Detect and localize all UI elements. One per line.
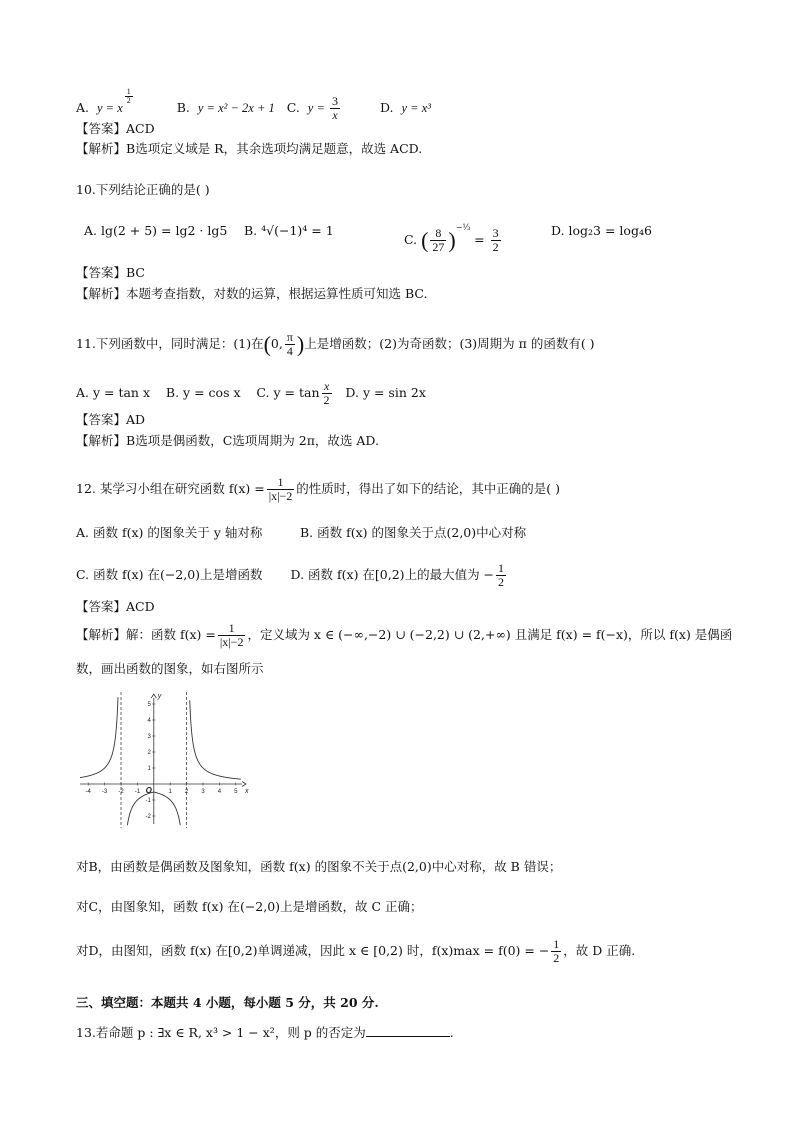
q12-option-d: D. 函数 f(x) 在[0,2)上的最大值为 − $\frac{1}{2}$ [290, 561, 505, 589]
q10-stem: 10.下列结论正确的是( ) [76, 182, 210, 197]
y-tick-label: 4 [147, 718, 151, 724]
curve-left-branch [80, 697, 118, 777]
y-axis-label: y [157, 693, 162, 700]
q9-option-b: B. y = x² − 2x + 1 [176, 100, 275, 115]
x-tick-label: 4 [217, 789, 222, 795]
q9-analysis: 【解析】B选项定义域是 R，其余选项均满足题意，故选 ACD. [76, 141, 423, 156]
answer-blank[interactable] [366, 1024, 450, 1037]
y-tick-label: -2 [145, 814, 151, 820]
x-tick-label: O [145, 786, 152, 795]
y-tick-label: 1 [147, 766, 151, 772]
q10-option-c: C. ( $\frac{8}{27}$ )$^{-\frac{1}{3}}$ = $\frac{3}{2}$ [404, 223, 499, 254]
q11-option-a: A. y = tan x [76, 385, 151, 400]
q10-option-b: B. ⁴√(−1)⁴ = 1 [244, 223, 334, 238]
q12-note-d: 对D，由图知，函数 f(x) 在[0,2)单调递减，因此 x ∈ [0,2) 时，f(x)max = f(0) = − $\frac{1}{2}$ ，故 D 正确. [76, 937, 636, 965]
x-tick-label: 2 [184, 789, 189, 795]
q11-answer: 【答案】AD [76, 412, 146, 427]
q11-option-c: C. y = tan $\frac{x}{2}$ [256, 379, 330, 407]
x-axis-label: x [245, 788, 249, 795]
q12-note-c: 对C，由图象知，函数 f(x) 在(−2,0)上是增函数，故 C 正确； [76, 899, 423, 914]
q11-option-d: D. y = sin 2x [345, 385, 426, 400]
q10-option-a: A. lg(2 + 5) = lg2 · lg5 [84, 223, 228, 238]
q12-note-b: 对B，由函数是偶函数及图象知，函数 f(x) 的图象不关于点(2,0)中心对称，故 B 错误； [76, 859, 562, 874]
q11-options [76, 380, 426, 407]
x-tick-label: -1 [134, 789, 141, 795]
q11-analysis: 【解析】B选项是偶函数，C选项周期为 2π，故选 AD. [76, 433, 379, 448]
q12-option-c: C. 函数 f(x) 在(−2,0)上是增函数 [76, 567, 263, 582]
y-tick-label: 3 [147, 734, 151, 740]
y-axis-arrow [151, 694, 156, 698]
y-tick-label: -1 [145, 798, 151, 804]
x-tick-label: -2 [118, 789, 124, 795]
x-axis-arrow [242, 782, 246, 787]
q9-option-d: D. y = x³ [379, 100, 432, 115]
x-tick-label: -3 [101, 789, 108, 795]
y-tick-label: 5 [147, 702, 151, 708]
section-heading: 三、填空题：本题共 4 小题，每小题 5 分，共 20 分. [76, 995, 379, 1010]
function-graph [74, 688, 254, 834]
q13-stem: 13.若命题 p : ∃x ∈ R, x³ > 1 − x²，则 p 的否定为 . [76, 1025, 454, 1040]
y-tick-label: 2 [147, 750, 151, 756]
q10-analysis: 【解析】本题考查指数，对数的运算，根据运算性质可知选 BC. [76, 286, 428, 301]
q10-answer: 【答案】BC [76, 265, 145, 280]
q12-stem: 12. 某学习小组在研究函数 f(x) = $\frac{1}{|x|-2}$ 的性质时，得出了如下的结论，其中正确的是( ) [76, 475, 561, 503]
q12-option-a: A. 函数 f(x) 的图象关于 y 轴对称 [76, 525, 263, 540]
q9-options [76, 88, 431, 122]
x-tick-label: 1 [168, 789, 172, 795]
q9-option-c: C. y = $\frac{3}{x}$ [286, 94, 338, 122]
q11-stem: 11.下列函数中，同时满足：(1)在(0, $\frac{\pi}{4}$ )上是增函数；(2)为奇函数；(3)周期为 π 的函数有( ) [76, 330, 595, 358]
q11-option-b: B. y = cos x [165, 385, 241, 400]
q10-option-d: D. log₂3 = log₄6 [551, 223, 652, 238]
x-tick-label: 3 [201, 789, 205, 795]
q12-option-b: B. 函数 f(x) 的图象关于点(2,0)中心对称 [300, 525, 527, 540]
q12-analysis: 【解析】解：函数 f(x) = $\frac{1}{|x|-2}$ ，定义域为 x ∈ (−∞,−2) ∪ (−2,2) ∪ (2,+∞) 且满足 f(x) = f(−x)，所以 f(x) 是偶函 [76, 621, 733, 649]
q9-option-a: A. y = x $^{\frac{1}{2}}$ [76, 87, 131, 115]
q12-option-cd [76, 558, 508, 592]
q12-analysis-cont: 数，画出函数的图象，如右图所示 [76, 661, 264, 676]
curve-right-branch [190, 700, 241, 779]
x-tick-label: 5 [234, 789, 238, 795]
q9-answer: 【答案】ACD [76, 121, 155, 136]
q12-answer: 【答案】ACD [76, 599, 155, 614]
x-tick-label: -4 [85, 789, 91, 795]
